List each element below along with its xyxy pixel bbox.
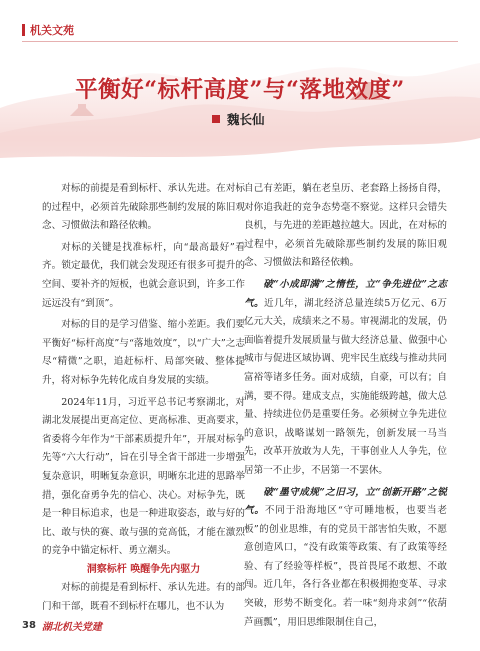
paragraph: 2024年11月，习近平总书记考察湖北，对湖北发展提出更高定位、更高标准、更高要求，省委将今年作为“干部素质提升年”，开展对标争先等“六大行动”，旨在引导全省干部进一步增强复杂意识，明晰复杂意识，明晰东北进的思路举措，强化奋勇争先的信心、决心。对标争先，既是一种目标追求，也是一种进取姿态，敢与好的比、敢与快的赛、敢与强的竞高低，才能在激烈的竞争中锚定标杆、勇立潮头。 <box>42 396 245 557</box>
section-tag-label: 机关文苑 <box>30 24 74 37</box>
section-subheading: 洞察标杆 唤醒争先内驱力 <box>86 563 201 575</box>
paragraph: 对标的前提是看到标杆、承认先进。有的部门和干部，既看不到标杆在哪儿，也不认为 <box>42 582 245 613</box>
page-number: 38 <box>22 620 36 631</box>
section-tag <box>22 22 74 38</box>
paragraph <box>244 484 447 633</box>
article-title: 平衡好“标杆高度”与“落地效度” <box>75 77 405 103</box>
paragraph-body: 不同于沿海地区“守可睡地板，也要当老板”的创业思维，有的党员干部害怕失败，不愿意创造风口，“没有政策等政策、有了政策等经验、有了经验等样板”，畏首畏尾不敢想、不敢闯。近几年，各行各业都在积极拥抱变革、寻求突破，形势不断变化。若一味“刻舟求剑”“依葫芦画瓢”，用旧思维限制住自己， <box>244 505 448 628</box>
paragraph: 对标的前提是看到标杆、承认先进。在对标的过程中，必须首先破除那些制约发展的陈旧观念、习惯做法和路径依赖。 <box>42 183 245 232</box>
paragraph <box>244 276 447 481</box>
right-column <box>244 180 447 632</box>
page-footer <box>22 618 102 633</box>
paragraph: 对标的关键是找准标杆，向“最高最好”看齐。锁定最优，我们就会发现还有很多可提升的空间、要补齐的短板，也就会意识到，许多工作远远没有“到顶”。 <box>42 241 245 309</box>
paragraph-lead: 破“小成即满”之惰性，立“争先进位”之志气。 <box>244 278 447 309</box>
paragraph-lead: 破“墨守成规”之旧习，立“创新开路”之锐气。 <box>244 486 447 517</box>
left-column <box>42 180 245 617</box>
paragraph: 对标的目的是学习借鉴、缩小差距。我们要平衡好“标杆高度”与“落地效度”，以“广大”之志尽“精微”之职，追赶标杆、局部突破、整体提升，将对标争先转化成自身发展的实绩。 <box>42 319 245 386</box>
paragraph-body: 近几年，湖北经济总量连续5万亿元、6万亿元大关，成绩来之不易。审视湖北的发展，仍面临着提升发展质量与做大经济总量、做强中心城市与促进区域协调、兜牢民生底线与推动共同富裕等诸多任务。面对成绩，自豪，可以有；自满，要不得。建成支点，实施能级跨越，做大总量、持续进位仍是重要任务。必须树立争先进位的意识，战略谋划一路领先，创新发展一马当先，改革开放敢为人先，干事创业人人争先，位居第一不止步，不居第一不罢休。 <box>244 297 447 476</box>
author-name: 魏长仙 <box>227 112 265 127</box>
author-line <box>212 110 265 128</box>
paragraph: 自己有差距，躺在老皇历、老套路上扬扬自得，对你追我赶的竞争态势毫不察觉。这样只会错失良机，与先进的差距越拉越大。因此，在对标的过程中，必须首先破除那些制约发展的陈旧观念、习惯做法和路径依赖。 <box>244 183 447 269</box>
section-tag-marker <box>22 24 25 36</box>
magazine-name: 湖北机关党建 <box>41 622 102 633</box>
author-marker-icon <box>212 115 220 123</box>
